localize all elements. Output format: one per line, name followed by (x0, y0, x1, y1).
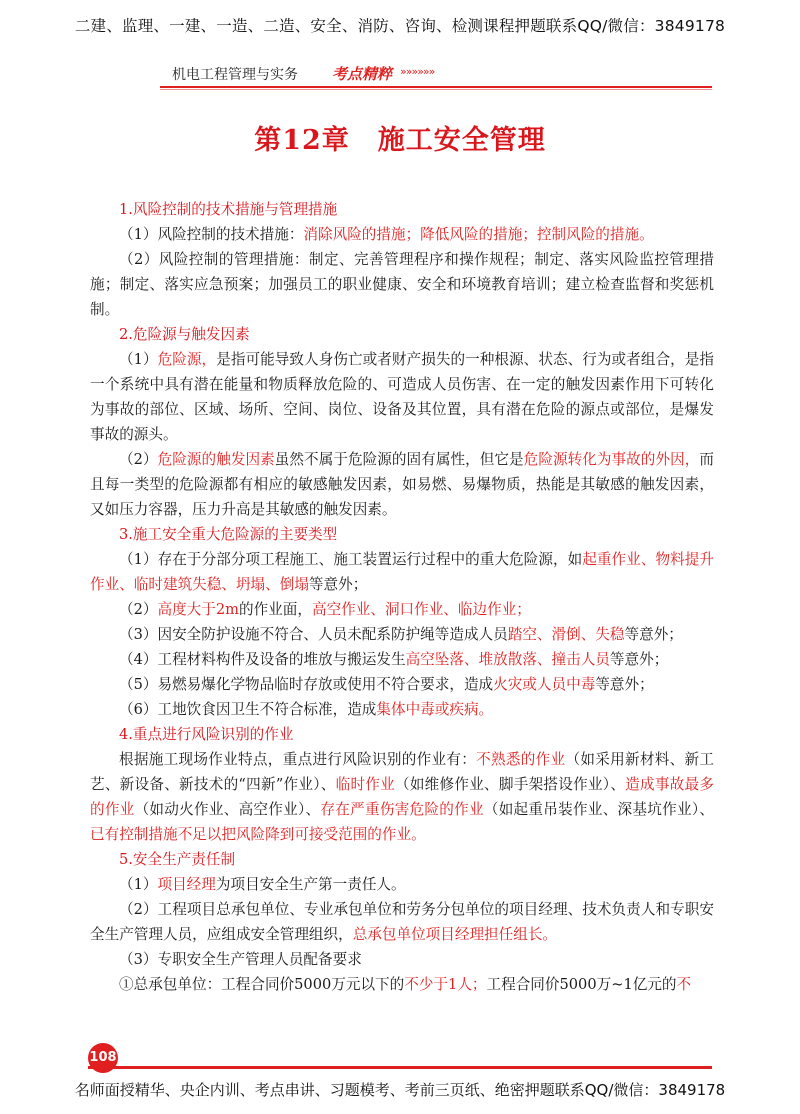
page-number-badge: 108 (88, 1043, 118, 1073)
paragraph: （1）危险源，是指可能导致人身伤亡或者财产损失的一种根源、状态、行为或者组合，是指一个系统中具有潜在能量和物质释放危险的、可造成人员伤害、在一定的触发因素作用下可转化为事故的部位、区域、场所、空间、岗位、设备及其位置，具有潜在危险的源点或部位，是爆发事故的源头。 (90, 351, 714, 443)
paragraph: （2）危险源的触发因素虽然不属于危险源的固有属性，但它是危险源转化为事故的外因，而且每一类型的危险源都有相应的敏感触发因素，如易燃、易爆物质，热能是其敏感的触发因素，又如压力容器，压力升高是其敏感的触发因素。 (90, 451, 714, 518)
section-heading-1: 1.风险控制的技术措施与管理措施 (119, 201, 338, 218)
section-tag: 考点精粹 (332, 65, 393, 83)
bottom-promo-banner: 名师面授精华、央企内训、考点串讲、习题模考、考前三页纸、绝密押题联系QQ/微信：3849178 (74, 1081, 726, 1099)
section-heading-5: 5.安全生产责任制 (119, 851, 236, 868)
list-item: （4）工程材料构件及设备的堆放与搬运发生高空坠落、堆放散落、撞击人员等意外； (119, 651, 669, 668)
section-heading-4: 4.重点进行风险识别的作业 (119, 726, 294, 743)
list-item: （5）易燃易爆化学物品临时存放或使用不符合要求，造成火灾或人员中毒等意外； (119, 676, 654, 693)
paragraph: （2）工程项目总承包单位、专业承包单位和劳务分包单位的项目经理、技术负责人和专职安全生产管理人员，应组成安全管理组织，总承包单位项目经理担任组长。 (90, 901, 714, 943)
section-heading-3: 3.施工安全重大危险源的主要类型 (119, 526, 338, 543)
list-item: （2）高度大于2m的作业面，高空作业、洞口作业、临边作业； (119, 601, 531, 618)
paragraph: 根据施工现场作业特点，重点进行风险识别的作业有：不熟悉的作业（如采用新材料、新工艺、新设备、新技术的“四新”作业）、临时作业（如维修作业、脚手架搭设作业）、造成事故最多的作业（如动火作业、高空作业）、存在严重伤害危险的作业（如起重吊装作业、深基坑作业）、已有控制措施不足以把风险降到可接受范围的作业。 (90, 751, 714, 843)
arrows-decoration: »»»»»» (400, 65, 435, 78)
header-divider (160, 86, 712, 88)
paragraph: （2）风险控制的管理措施：制定、完善管理程序和操作规程；制定、落实风险监控管理措施；制定、落实应急预案；加强员工的职业健康、安全和环境教育培训；建立检查监督和奖惩机制。 (90, 251, 714, 318)
list-item: （1）存在于分部分项工程施工、施工装置运行过程中的重大危险源，如起重作业、物料提升作业、临时建筑失稳、坍塌、倒塌等意外； (90, 551, 714, 593)
page-header (160, 62, 712, 84)
subject-label: 机电工程管理与实务 (172, 67, 298, 83)
paragraph: ①总承包单位：工程合同价5000万元以下的不少于1人；工程合同价5000万~1亿元的不 (119, 976, 692, 993)
section-heading-2: 2.危险源与触发因素 (119, 326, 250, 343)
main-content (90, 197, 714, 997)
top-promo-banner: 二建、监理、一建、一造、二造、安全、消防、咨询、检测课程押题联系QQ/微信：3849178 (74, 17, 726, 35)
list-item: （6）工地饮食因卫生不符合标准，造成集体中毒或疾病。 (119, 701, 494, 718)
header-divider-thin (160, 89, 712, 90)
paragraph: （1）风险控制的技术措施：消除风险的措施；降低风险的措施；控制风险的措施。 (119, 226, 654, 243)
paragraph: （1）项目经理为项目安全生产第一责任人。 (119, 876, 406, 893)
footer-divider (88, 1066, 712, 1069)
list-item: （3）因安全防护设施不符合、人员未配系防护绳等造成人员踏空、滑倒、失稳等意外； (119, 626, 683, 643)
chapter-title: 第12章 施工安全管理 (254, 125, 546, 156)
paragraph: （3）专职安全生产管理人员配备要求 (119, 951, 362, 968)
